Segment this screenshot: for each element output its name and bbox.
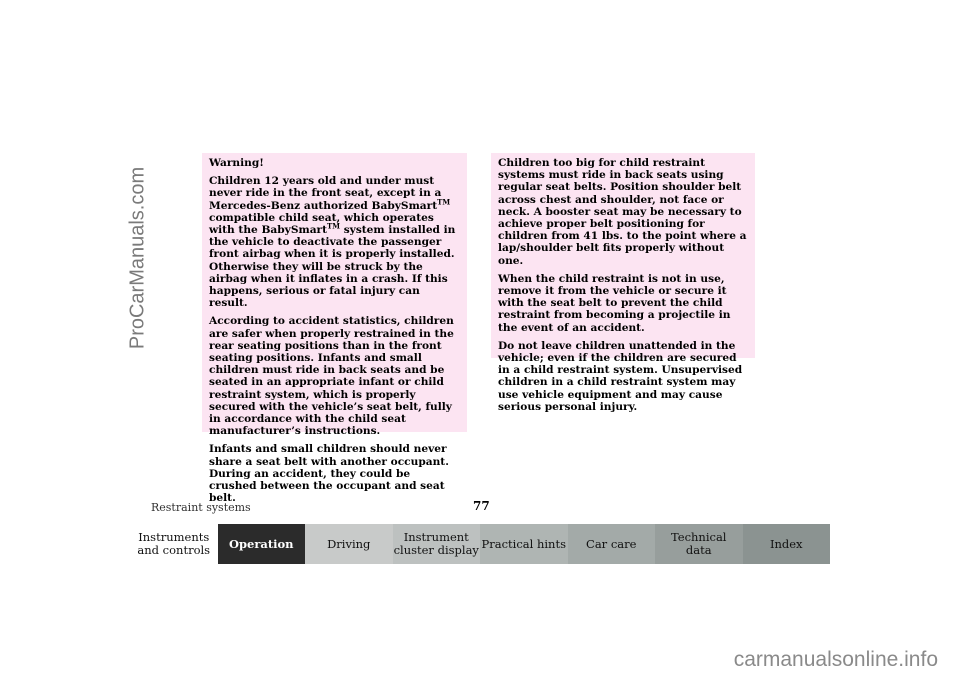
warning-paragraph-1: Children 12 years old and under must never ride in the front seat, except in a Mercedes-Benz authorized BabySmart™ compatible child seat, which operates with the BabySmart™ system installed in the vehicle to deactivate the passenger front airbag when it is properly installed. Otherwise they will be struck by the airbag when it inflates in a crash. If this happens, serious or fatal injury can result. — [209, 175, 456, 310]
trademark-sup-1: TM — [437, 197, 451, 207]
tab-practical-hints[interactable]: Practical hints — [480, 524, 568, 564]
bottom-watermark: carmanualsonline.info — [733, 648, 938, 671]
tab-index[interactable]: Index — [743, 524, 831, 564]
tab-instrument-cluster-display[interactable]: Instrument cluster display — [393, 524, 481, 564]
warning-paragraph-2: According to accident statistics, children are safer when properly restrained in the rear seating positions than in the front seating positions. Infants and small children must ride in back seats and be seated in an appropriate infant or child restraint system, which is properly secured with the vehicle’s seat belt, fully in accordance with the child seat manufacturer’s instructions. — [209, 315, 454, 438]
warning-box-right — [491, 153, 755, 413]
warning-title: Warning! — [209, 157, 264, 169]
warning-paragraph-3: Infants and small children should never share a seat belt with another occupant. During an accident, they could be crushed between the occupant and seat belt. — [209, 443, 449, 505]
tab-instruments-and-controls[interactable]: Instruments and controls — [130, 524, 218, 564]
warning-paragraph-4: Children too big for child restraint systems must ride in back seats using regular seat belts. Position shoulder belt across chest and shoulder, not face or neck. A booster seat may be necessary to achieve proper belt positioning for children from 41 lbs. to the point where a lap/shoulder belt fits properly without one. — [498, 157, 747, 267]
warning-paragraph-6: Do not leave children unattended in the vehicle; even if the children are secured in a child restraint system. Unsupervised children in a child restraint system may use vehicle equipment and may cause serious personal injury. — [498, 339, 743, 413]
warning-box-left — [202, 153, 467, 505]
tab-driving[interactable]: Driving — [305, 524, 393, 564]
warning-paragraph-5: When the child restraint is not in use, remove it from the vehicle or secure it with the seat belt to prevent the child restraint from becoming a projectile in the event of an accident. — [498, 272, 731, 334]
trademark-sup-2: TM — [327, 221, 341, 231]
page-number: 77 — [473, 499, 490, 513]
chapter-tabs — [130, 524, 830, 564]
section-title: Restraint systems — [151, 501, 251, 514]
tab-technical-data[interactable]: Technical data — [655, 524, 743, 564]
side-watermark: ProCarManuals.com — [126, 166, 149, 350]
tab-car-care[interactable]: Car care — [568, 524, 656, 564]
tab-operation[interactable]: Operation — [218, 524, 306, 564]
